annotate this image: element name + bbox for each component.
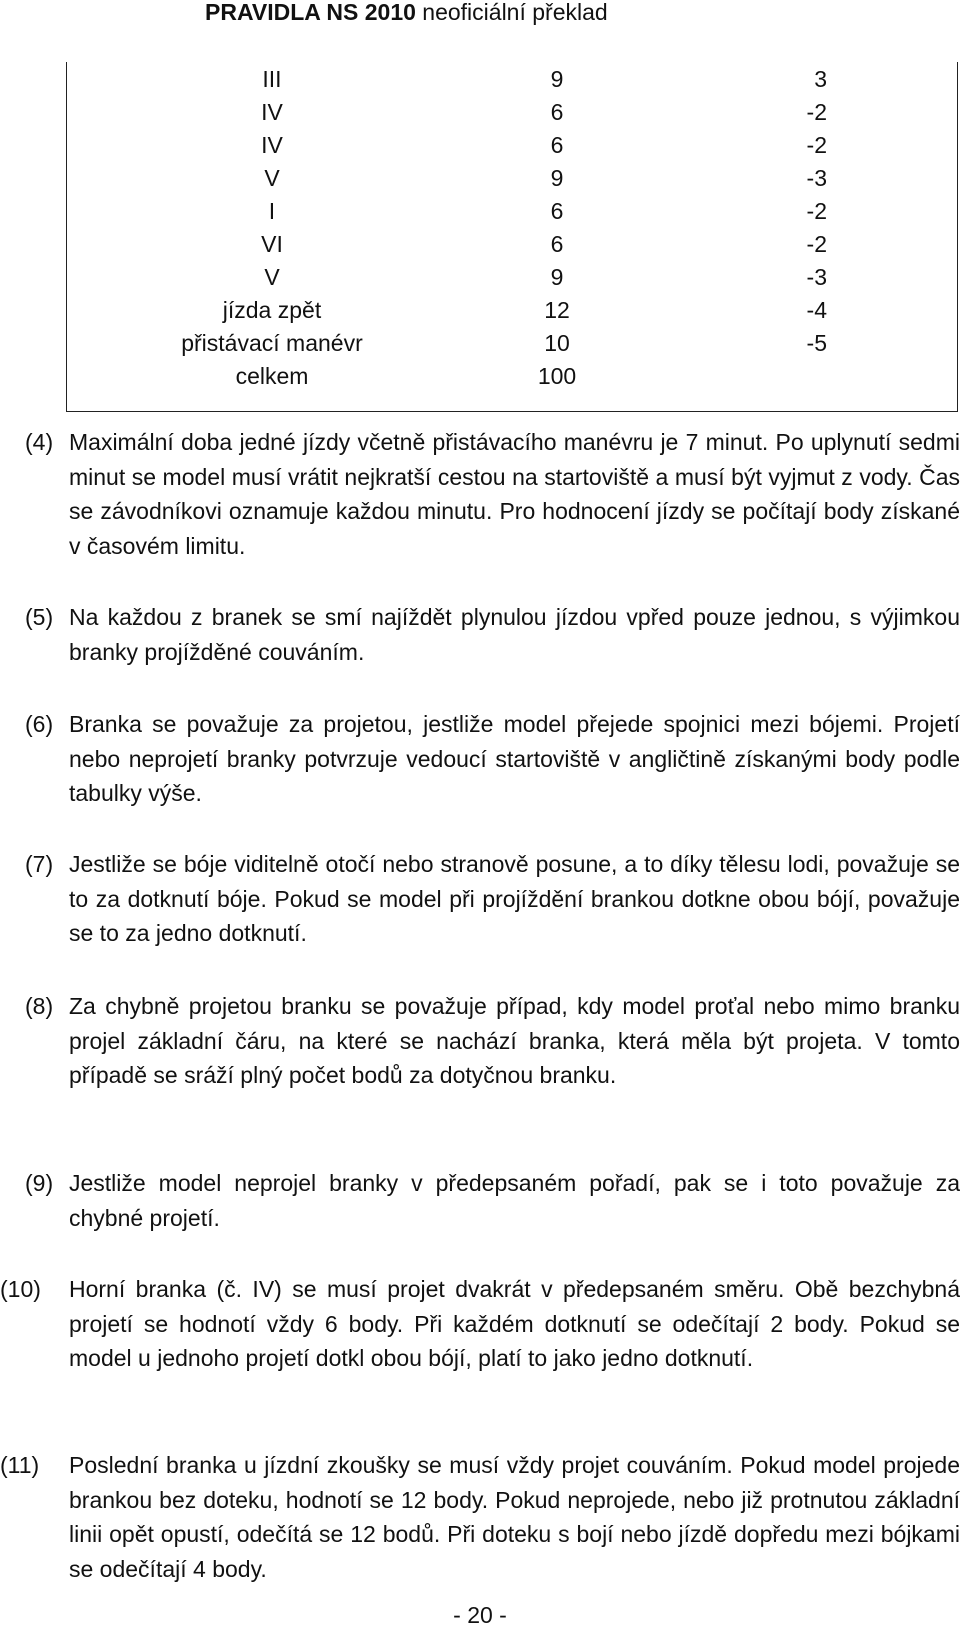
table-row	[67, 194, 957, 228]
table-row	[67, 260, 957, 294]
gate-name: I	[268, 198, 276, 224]
paragraph-number: (4)	[25, 429, 54, 455]
paragraph-text: Jestliže se bóje viditelně otočí nebo stranově posune, a to díky tělesu lodi, považuje se to za dotknutí bóje. Pokud se model při projíždění brankou dotkne obou bójí, považuje se to za jedno dotknutí.	[69, 851, 960, 946]
paragraph-text: Horní branka (č. IV) se musí projet dvakrát v předepsaném směru. Obě bezchybná projetí se hodnotí vždy 6 body. Při každém dotknutí se odečítají 2 body. Pokud se model u jednoho projetí dotkl obou bójí, platí to jako jedno dotknutí.	[69, 1276, 960, 1371]
paragraph-text: Jestliže model neprojel branky v předepsaném pořadí, pak se i toto považuje za chybné projetí.	[69, 1170, 960, 1231]
paragraph-7	[25, 847, 960, 951]
paragraph-number: (6)	[25, 711, 54, 737]
gate-points: 9	[550, 165, 564, 191]
gate-points: 6	[550, 198, 564, 224]
paragraph-4	[25, 425, 960, 563]
gate-points: 9	[550, 264, 564, 290]
gate-name: III	[262, 66, 282, 92]
paragraph-10	[0, 1272, 960, 1376]
paragraph-text: Za chybně projetou branku se považuje případ, kdy model proťal nebo mimo branku projel základní čáru, na které se nachází branka, která měla být projeta. V tomto případě se sráží plný počet bodů za dotyčnou branku.	[69, 993, 960, 1088]
gate-points: 6	[550, 231, 564, 257]
page-header	[205, 0, 608, 30]
table-row	[67, 128, 957, 162]
gate-penalty: -2	[806, 132, 827, 158]
table-row	[67, 359, 957, 393]
gate-penalty: -2	[806, 198, 827, 224]
gate-name: VI	[261, 231, 283, 257]
gate-points: 6	[550, 99, 564, 125]
table-row	[67, 62, 957, 96]
gate-name: celkem	[235, 363, 309, 389]
gate-name: přistávací manévr	[181, 330, 363, 356]
paragraph-number: (8)	[25, 993, 54, 1019]
paragraph-number: (11)	[0, 1452, 40, 1478]
gate-points: 6	[550, 132, 564, 158]
paragraph-8	[25, 989, 960, 1093]
paragraph-text: Na každou z branek se smí najíždět plynulou jízdou vpřed pouze jednou, s výjimkou branky projížděné couváním.	[69, 604, 960, 665]
paragraph-number: (10)	[0, 1276, 41, 1302]
gate-penalty: -2	[806, 231, 827, 257]
gate-name: V	[264, 264, 280, 290]
header-title-bold: PRAVIDLA NS 2010	[205, 0, 416, 25]
paragraph-text: Maximální doba jedné jízdy včetně přistávacího manévru je 7 minut. Po uplynutí sedmi minut se model musí vrátit nejkratší cestou na startoviště a musí být vyjmut z vody. Čas se závodníkovi oznamuje každou minutu. Pro hodnocení jízdy se počítají body získané v časovém limitu.	[69, 429, 960, 559]
gate-name: jízda zpět	[222, 297, 322, 323]
gate-name: IV	[261, 99, 283, 125]
gate-points: 9	[550, 66, 564, 92]
paragraph-number: (5)	[25, 604, 54, 630]
gate-penalty: -3	[806, 165, 827, 191]
paragraph-6	[25, 707, 960, 811]
paragraph-11	[0, 1448, 960, 1586]
page-number: - 20 -	[453, 1602, 507, 1628]
gate-points: 100	[537, 363, 577, 389]
gate-penalty: -4	[806, 297, 827, 323]
header-title-rest: neoficiální překlad	[415, 0, 608, 25]
gate-penalty: -5	[806, 330, 827, 356]
gate-name: IV	[261, 132, 283, 158]
table-row	[67, 227, 957, 261]
table-row	[67, 326, 957, 360]
paragraph-text: Branka se považuje za projetou, jestliže model přejede spojnici mezi bójemi. Projetí nebo neprojetí branky potvrzuje vedoucí startoviště v angličtině získanými body podle tabulky výše.	[69, 711, 960, 806]
table-row	[67, 161, 957, 195]
points-table	[66, 62, 958, 412]
gate-points: 12	[544, 297, 570, 323]
gate-penalty: 3	[814, 66, 827, 92]
paragraph-number: (9)	[25, 1170, 54, 1196]
paragraph-9	[25, 1166, 960, 1235]
table-row	[67, 95, 957, 129]
table-row	[67, 293, 957, 327]
gate-penalty: -2	[806, 99, 827, 125]
gate-penalty: -3	[806, 264, 827, 290]
paragraph-5	[25, 600, 960, 669]
gate-points: 10	[544, 330, 570, 356]
gate-name: V	[264, 165, 280, 191]
paragraph-number: (7)	[25, 851, 54, 877]
paragraph-text: Poslední branka u jízdní zkoušky se musí vždy projet couváním. Pokud model projede brankou bez doteku, hodnotí se 12 body. Pokud neprojede, nebo již protnutou základní linii opět opustí, odečítá se 12 bodů. Při doteku s bojí nebo jízdě dopředu mezi bójkami se odečítají 4 body.	[69, 1452, 960, 1582]
